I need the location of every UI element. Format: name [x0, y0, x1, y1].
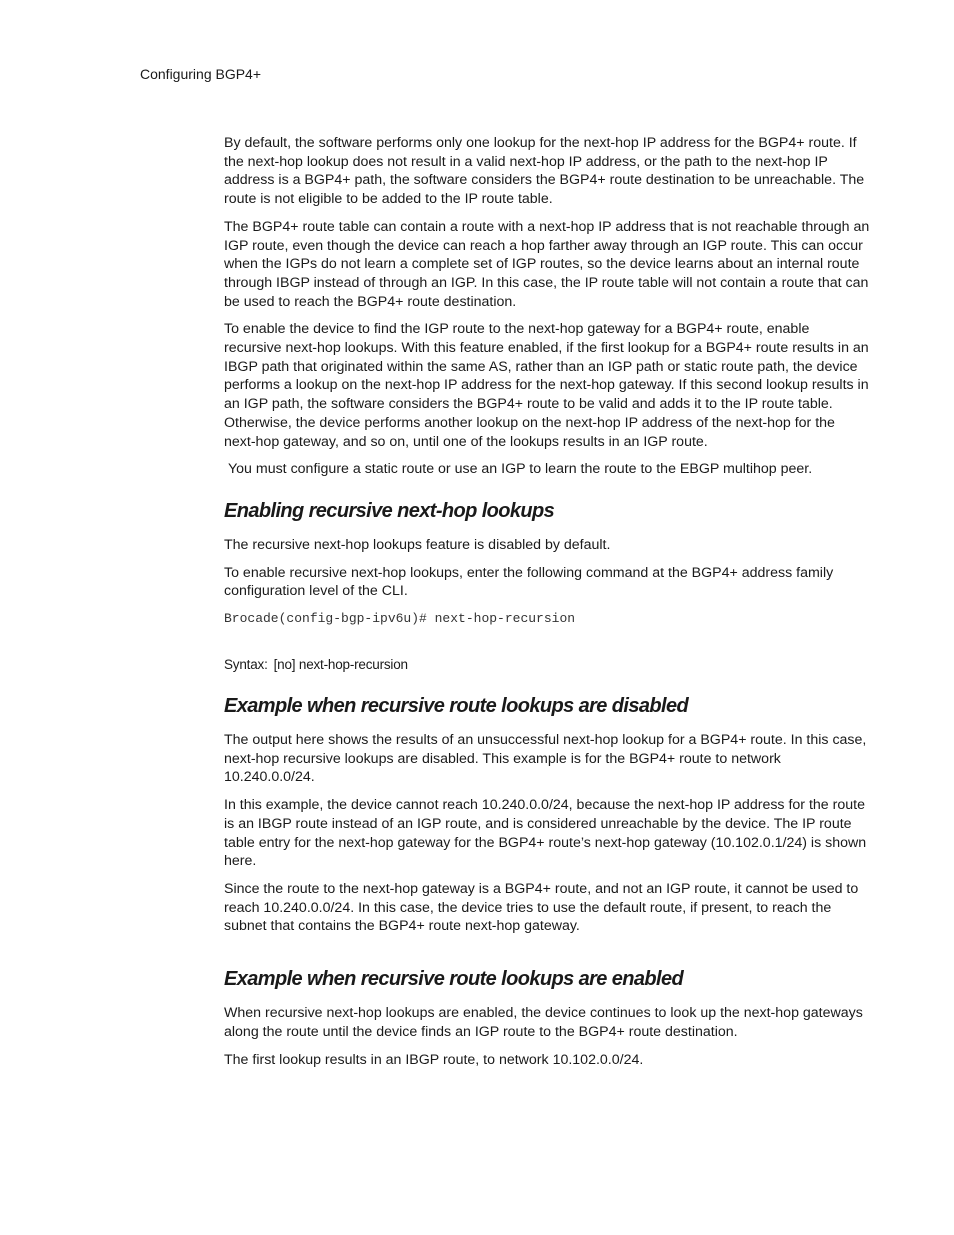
- intro-paragraph-1: By default, the software performs only one lookup for the next-hop IP address for the BGP4+ route. If the next-hop lookup does not result in a valid next-hop IP address, or the path to the next-hop IP address is a BGP4+ path, the software considers the BGP4+ route destination to be unreachable. The route is not eligible to be added to the IP route table.: [224, 135, 865, 208]
- syntax-label: Syntax:: [224, 657, 268, 673]
- section-heading-enabling: Enabling recursive next-hop lookups: [224, 499, 555, 522]
- intro-note: You must configure a static route or use an IGP to learn the route to the EBGP multihop peer.: [228, 461, 813, 478]
- syntax-line: [224, 656, 870, 674]
- cli-command: Brocade(config-bgp-ipv6u)# next-hop-recursion: [224, 611, 576, 627]
- intro-paragraph-2: The BGP4+ route table can contain a route with a next-hop IP address that is not reachable through an IGP route, even though the device can reach a hop farther away through an IGP route. This can occur when the IGPs do not learn a complete set of IGP routes, so the device learns about an internal route through IBGP instead of through an IGP. In this case, the IP route table will not contain a route that can be used to reach the BGP4+ route destination.: [224, 218, 870, 310]
- section-heading-enabled: Example when recursive route lookups are enabled: [224, 968, 684, 991]
- intro-paragraph-3: To enable the device to find the IGP route to the next-hop gateway for a BGP4+ route, enable recursive next-hop lookups. With this feature enabled, if the first lookup for a BGP4+ route results in an IBGP path that originated within the same AS, rather than an IGP path or static route path, the device performs a lookup on the next-hop IP address for the next-hop gateway. If this second lookup results in an IGP path, the software considers the BGP4+ route to be valid and adds it to the IP route table. Otherwise, the device performs another lookup on the next-hop IP address of the next-hop for the next-hop gateway, and so on, until one of the lookups results in an IGP route.: [224, 321, 869, 450]
- disabled-paragraph-1: The output here shows the results of an unsuccessful next-hop lookup for a BGP4+ route. In this case, next-hop recursive lookups are disabled. This example is for the BGP4+ route to network 10.240.0.0/24.: [224, 732, 867, 786]
- enabling-paragraph-1: The recursive next-hop lookups feature is disabled by default.: [224, 536, 611, 553]
- enabled-paragraph-2: The first lookup results in an IBGP route, to network 10.102.0.0/24.: [224, 1051, 644, 1068]
- enabling-paragraph-2: To enable recursive next-hop lookups, enter the following command at the BGP4+ address family configuration level of the CLI.: [224, 564, 834, 600]
- document-body: [224, 134, 870, 1078]
- enabled-paragraph-1: When recursive next-hop lookups are enabled, the device continues to look up the next-hop gateways along the route until the device finds an IGP route to the BGP4+ route destination.: [224, 1005, 863, 1040]
- disabled-paragraph-3: Since the route to the next-hop gateway is a BGP4+ route, and not an IGP route, it cannot be used to reach 10.240.0.0/24. In this case, the device tries to use the default route, if present, to reach the subnet that contains the BGP4+ route next-hop gateway.: [224, 880, 859, 935]
- syntax-value: [no] next-hop-recursion: [273, 657, 408, 673]
- running-header: Configuring BGP4+: [140, 66, 262, 82]
- disabled-paragraph-2: In this example, the device cannot reach 10.240.0.0/24, because the next-hop IP address for the route is an IBGP route instead of an IGP route, and is considered unreachable by the device. The IP route table entry for the next-hop gateway for the BGP4+ route’s next-hop gateway (10.102.0.1/24) is shown here.: [224, 797, 867, 870]
- section-heading-disabled: Example when recursive route lookups are disabled: [224, 695, 689, 718]
